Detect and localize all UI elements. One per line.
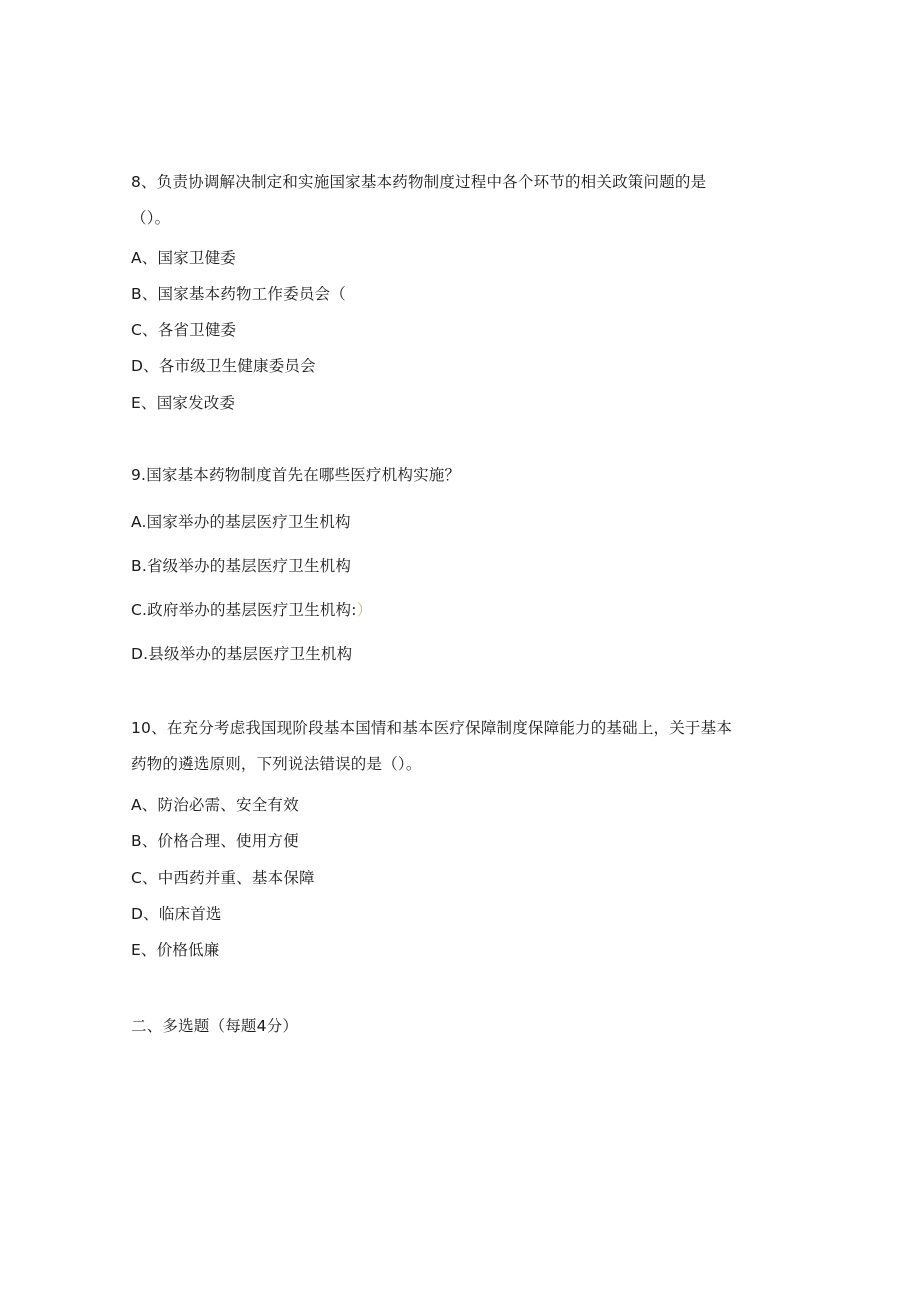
q10-stem-line2: 药物的遴选原则，下列说法错误的是（）。 <box>131 755 422 773</box>
q8-option-e: E、国家发改委 <box>131 394 236 412</box>
q8-stem-line1: 8、负责协调解决制定和实施国家基本药物制度过程中各个环节的相关政策问题的是 <box>131 173 707 191</box>
q8-option-b: B、国家基本药物工作委员会（ <box>131 285 346 303</box>
q8-option-d: D、各市级卫生健康委员会 <box>131 357 316 375</box>
q10-option-d: D、临床首选 <box>131 905 222 923</box>
q9-option-d: D.县级举办的基层医疗卫生机构 <box>131 645 353 663</box>
q10-option-c: C、中西药并重、基本保障 <box>131 869 315 887</box>
q8-option-a: A、国家卫健委 <box>131 249 237 267</box>
q9-option-b: B.省级举办的基层医疗卫生机构 <box>131 557 352 575</box>
section2-heading: 二、多选题（每题4分） <box>131 1017 299 1035</box>
q10-option-e: E、价格低廉 <box>131 941 220 959</box>
q8-option-c: C、各省卫健委 <box>131 321 237 339</box>
q10-option-a: A、防治必需、安全有效 <box>131 796 299 814</box>
q9-option-a: A.国家举办的基层医疗卫生机构 <box>131 513 351 531</box>
q10-option-b: B、价格合理、使用方便 <box>131 832 299 850</box>
q9-option-c-row <box>131 600 372 620</box>
q9-stem: 9.国家基本药物制度首先在哪些医疗机构实施？ <box>131 466 461 484</box>
q10-stem-line1: 10、在充分考虑我国现阶段基本国情和基本医疗保障制度保障能力的基础上，关于基本 <box>131 719 733 737</box>
q8-stem-line2: （）。 <box>131 209 171 227</box>
q9-option-c: C.政府举办的基层医疗卫生机构: <box>131 601 357 619</box>
q9-option-c-mark: ） <box>356 601 373 619</box>
